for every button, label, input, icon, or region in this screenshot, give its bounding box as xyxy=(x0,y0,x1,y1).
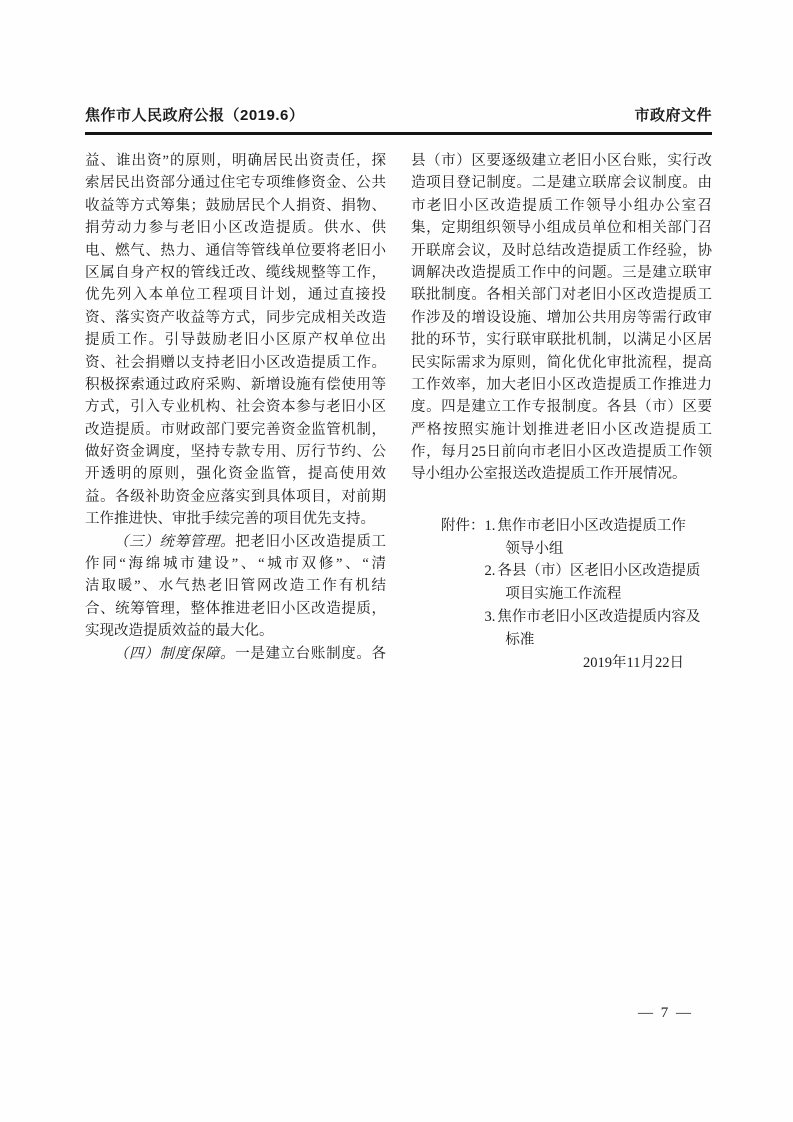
text-line: 开联席会议，及时总结改造提质工作经验，协 xyxy=(411,242,712,259)
text-line: （三）统筹管理。把老旧小区改造提质工 xyxy=(114,533,386,550)
text-line: 收益等方式筹集；鼓励居民个人捐资、捐物、 xyxy=(85,197,386,214)
text-line: 作同“海绵城市建设”、“城市双修”、“清 xyxy=(85,556,386,573)
text-line: 调解决改造提质工作中的问题。三是建立联审 xyxy=(411,264,712,281)
text-line: 索居民出资部分通过住宅专项维修资金、公共 xyxy=(85,175,386,192)
right-column-text xyxy=(411,150,712,486)
attachment-title-line: 标准 xyxy=(505,631,535,648)
right-column xyxy=(411,150,712,674)
text-line: 批的环节，实行联审联批机制，以满足小区居 xyxy=(411,332,712,349)
attachment-item xyxy=(485,560,713,606)
attachment-title-line: 焦作市老旧小区改造提质内容及 xyxy=(497,609,701,626)
attachment-title-line: 焦作市老旧小区改造提质工作 xyxy=(497,517,686,534)
text-line: 优先列入本单位工程项目计划，通过直接投 xyxy=(85,287,386,304)
gazette-title: 焦作市人民政府公报（2019.6） xyxy=(85,107,305,124)
section-heading: （三）统筹管理。 xyxy=(114,533,236,550)
text-line: 做好资金调度，坚持专款专用、厉行节约、公 xyxy=(85,444,386,461)
text-line: 作，每月25日前向市老旧小区改造提质工作领 xyxy=(411,444,712,461)
text-line: 严格按照实施计划推进老旧小区改造提质工 xyxy=(411,421,712,438)
text-line: 民实际需求为原则，简化优化审批流程，提高 xyxy=(411,354,712,371)
page-footer xyxy=(638,1005,693,1022)
text-line: 合、统筹管理，整体推进老旧小区改造提质， xyxy=(85,600,386,617)
text-line: 方式，引入专业机构、社会资本参与老旧小区 xyxy=(85,399,386,416)
document-body xyxy=(85,150,712,674)
document-date: 2019年11月22日 xyxy=(583,654,684,671)
attachment-number: 3. xyxy=(484,609,496,626)
attachment-number: 1. xyxy=(484,517,496,534)
text-line: 实现改造提质效益的最大化。 xyxy=(85,623,274,640)
text-line: 区属自身产权的管线迁改、缆线规整等工作， xyxy=(85,264,386,281)
section-heading: （四）制度保障。 xyxy=(114,645,236,662)
text-line: 联批制度。各相关部门对老旧小区改造提质工 xyxy=(411,287,712,304)
text-line: 益。各级补助资金应落实到具体项目，对前期 xyxy=(85,488,386,505)
header-rule xyxy=(85,132,712,135)
text-line: （四）制度保障。一是建立台账制度。各 xyxy=(114,645,386,662)
attachment-item xyxy=(485,515,713,561)
text-line: 造项目登记制度。二是建立联席会议制度。由 xyxy=(411,175,712,192)
text-line: 集，定期组织领导小组成员单位和相关部门召 xyxy=(411,220,712,237)
attachments-block xyxy=(411,515,712,652)
attachments-label: 附件： xyxy=(441,517,485,534)
attachment-number: 2. xyxy=(484,563,496,580)
text-line: 工作效率，加大老旧小区改造提质工作推进力 xyxy=(411,376,712,393)
attachment-title-line: 项目实施工作流程 xyxy=(505,586,622,603)
text-line: 电、燃气、热力、通信等管线单位要将老旧小 xyxy=(85,242,386,259)
text-line: 工作推进快、审批手续完善的项目优先支持。 xyxy=(85,511,375,528)
text-line: 资、落实资产收益等方式，同步完成相关改造 xyxy=(85,309,386,326)
attachment-title-line: 领导小组 xyxy=(505,540,564,557)
page-header xyxy=(85,104,712,125)
attachment-item xyxy=(485,606,713,652)
text-line: 改造提质。市财政部门要完善资金监管机制， xyxy=(85,421,386,438)
text-line: 资、社会捐赠以支持老旧小区改造提质工作。 xyxy=(85,354,386,371)
text-line: 度。四是建立工作专报制度。各县（市）区要 xyxy=(411,399,712,416)
text-line: 捐劳动力参与老旧小区改造提质。供水、供 xyxy=(85,220,386,237)
attachment-title xyxy=(497,560,700,606)
text-line: 县（市）区要逐级建立老旧小区台账，实行改 xyxy=(411,153,712,169)
text-line: 积极探索通过政府采购、新增设施有偿使用等 xyxy=(85,376,386,393)
attachment-title xyxy=(497,515,686,561)
text-line: 作涉及的增设设施、增加公共用房等需行政审 xyxy=(411,309,712,326)
text-line: 市老旧小区改造提质工作领导小组办公室召 xyxy=(411,197,712,214)
text-line: 开透明的原则，强化资金监管，提高使用效 xyxy=(85,466,386,483)
attachments-list xyxy=(485,515,713,652)
page-number: — 7 — xyxy=(638,1005,693,1021)
text-line: 洁取暖”、水气热老旧管网改造工作有机结 xyxy=(85,578,386,595)
attachment-title-line: 各县（市）区老旧小区改造提质 xyxy=(497,563,701,580)
document-category: 市政府文件 xyxy=(634,107,712,124)
attachment-title xyxy=(497,606,700,652)
page-content xyxy=(85,104,712,674)
text-line: 导小组办公室报送改造提质工作开展情况。 xyxy=(411,466,687,483)
text-line: 提质工作。引导鼓励老旧小区原产权单位出 xyxy=(85,332,386,349)
left-column xyxy=(85,150,386,674)
text-line: 益、谁出资”的原则，明确居民出资责任，探 xyxy=(85,153,386,169)
